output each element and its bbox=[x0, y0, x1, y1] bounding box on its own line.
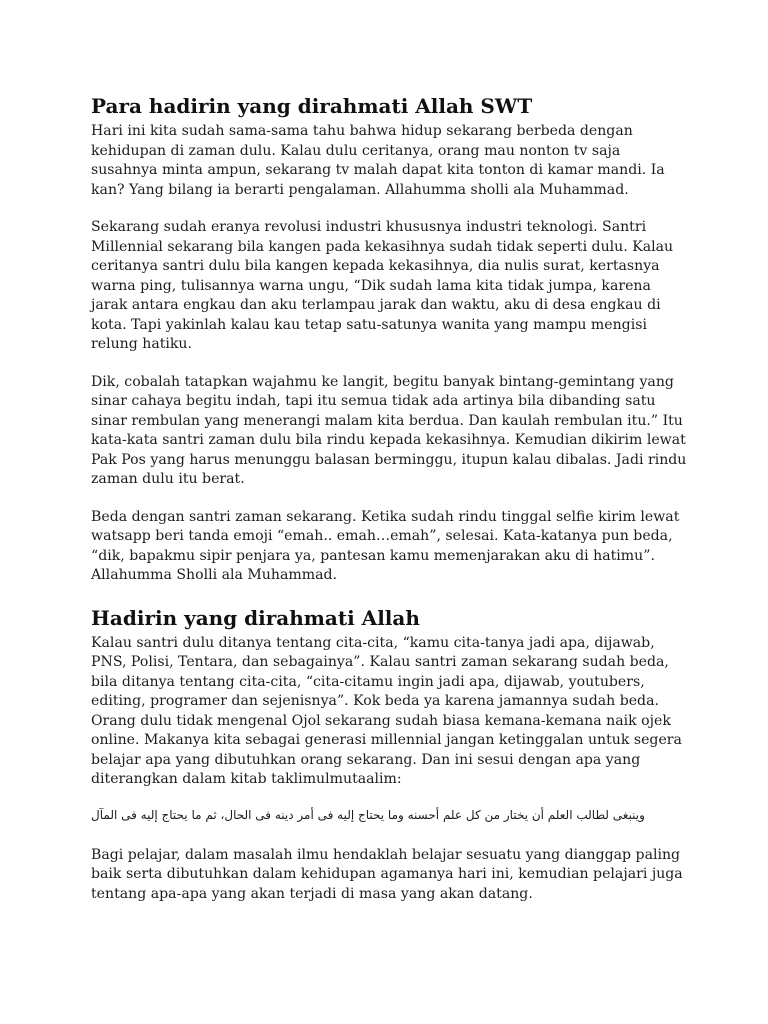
arabic-quote: وينبغى لطالب العلم أن يختار من كل علم أحسنه وما يحتاج إليه فى أمر دينه فى الحال، ثم ما يحتاج إليه فى المآل bbox=[91, 807, 645, 822]
paragraph-6: Bagi pelajar, dalam masalah ilmu hendaklah belajar sesuatu yang dianggap paling baik serta dibutuhkan dalam kehidupan agamanya hari ini, kemudian pelajari juga tentang apa-apa yang akan terjadi di masa yang akan datang. bbox=[91, 846, 683, 902]
spacer bbox=[91, 355, 691, 373]
paragraph-3: Dik, cobalah tatapkan wajahmu ke langit, begitu banyak bintang-gemintang yang sinar cahaya begitu indah, tapi itu semua tidak ada artinya bila dibanding satu sinar rembulan yang menerangi malam kita berdua. Dan kaulah rembulan itu.” Itu kata-kata santri zaman dulu bila rindu kepada kekasihnya. Kemudian dikirim lewat Pak Pos yang harus menunggu balasan berminggu, itupun kalau dibalas. Jadi rindu zaman dulu itu berat. bbox=[91, 373, 687, 487]
spacer bbox=[91, 200, 691, 218]
paragraph-5: Kalau santri dulu ditanya tentang cita-cita, “kamu cita-tanya jadi apa, dijawab, PNS, Polisi, Tentara, dan sebagainya”. Kalau santri zaman sekarang sudah beda, bila ditanya tentang cita-cita, “cita-citamu ingin jadi apa, dijawab, youtubers, editing, programer dan sejenisnya”. Kok beda ya karena jamannya sudah beda. Orang dulu tidak mengenal Ojol sekarang sudah biasa kemana-kemana naik ojek online. Makanya kita sebagai generasi millennial jangan ketinggalan untuk segera belajar apa yang dibutuhkan orang sekarang. Dan ini sesui dengan apa yang diterangkan dalam kitab taklimulmutaalim: bbox=[91, 634, 682, 787]
spacer bbox=[91, 490, 691, 508]
document-page bbox=[91, 92, 691, 904]
section-heading-1: Para hadirin yang dirahmati Allah SWT bbox=[91, 94, 533, 118]
paragraph-4: Beda dengan santri zaman sekarang. Ketika sudah rindu tinggal selfie kirim lewat watsapp beri tanda emoji “emah.. emah…emah”, selesai. Kata-katanya pun beda, “dik, bapakmu sipir penjara ya, pantesan kamu memenjarakan aku di hatimu”. Allahumma Sholli ala Muhammad. bbox=[91, 508, 680, 583]
paragraph-1: Hari ini kita sudah sama-sama tahu bahwa hidup sekarang berbeda dengan kehidupan di zaman dulu. Kalau dulu ceritanya, orang mau nonton tv saja susahnya minta ampun, sekarang tv malah dapat kita tonton di kamar mandi. Ia kan? Yang bilang ia berarti pengalaman. Allahumma sholli ala Muhammad. bbox=[91, 123, 665, 198]
paragraph-2: Sekarang sudah eranya revolusi industri khususnya industri teknologi. Santri Millennial sekarang bila kangen pada kekasihnya sudah tidak seperti dulu. Kalau ceritanya santri dulu bila kangen kepada kekasihnya, dia nulis surat, kertasnya warna ping, tulisannya warna ungu, “Dik sudah lama kita tidak jumpa, karena jarak antara engkau dan aku terlampau jarak dan waktu, aku di desa engkau di kota. Tapi yakinlah kalau kau tetap satu-satunya wanita yang mampu mengisi relung hatiku. bbox=[91, 219, 674, 352]
section-heading-2: Hadirin yang dirahmati Allah bbox=[91, 605, 420, 630]
